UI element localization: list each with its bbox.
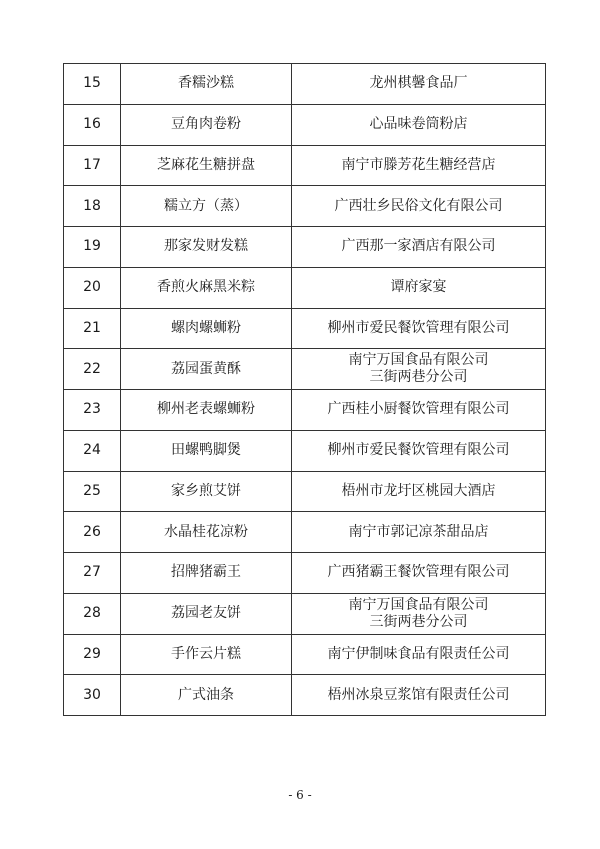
row-number-cell: 20 (64, 267, 121, 308)
product-name-cell: 招牌猪霸王 (121, 553, 292, 594)
organization-cell (292, 593, 546, 634)
organization-line: 谭府家宴 (390, 279, 447, 296)
organization-cell (292, 64, 546, 105)
table-row (64, 553, 546, 594)
organization-line: 广西猪霸王餐饮管理有限公司 (327, 564, 510, 581)
product-name-cell: 水晶桂花凉粉 (121, 512, 292, 553)
row-number-cell: 26 (64, 512, 121, 553)
organization-line: 广西那一家酒店有限公司 (341, 238, 496, 255)
table-row (64, 430, 546, 471)
product-name-cell: 芝麻花生糖拼盘 (121, 145, 292, 186)
table-row (64, 267, 546, 308)
organization-cell (292, 675, 546, 716)
organization-cell (292, 471, 546, 512)
product-name-cell: 香糯沙糕 (121, 64, 292, 105)
organization-cell (292, 390, 546, 431)
product-name-cell: 螺肉螺蛳粉 (121, 308, 292, 349)
row-number-cell: 19 (64, 227, 121, 268)
organization-cell (292, 634, 546, 675)
table-row (64, 675, 546, 716)
table-row (64, 593, 546, 634)
row-number-cell: 23 (64, 390, 121, 431)
row-number-cell: 22 (64, 349, 121, 390)
row-number-cell: 21 (64, 308, 121, 349)
organization-line: 广西桂小厨餐饮管理有限公司 (327, 401, 510, 418)
table-row (64, 512, 546, 553)
product-name-cell: 手作云片糕 (121, 634, 292, 675)
organization-line: 梧州市龙圩区桃园大酒店 (341, 482, 496, 499)
row-number-cell: 29 (64, 634, 121, 675)
organization-cell (292, 308, 546, 349)
product-name-cell: 柳州老表螺蛳粉 (121, 390, 292, 431)
row-number-cell: 24 (64, 430, 121, 471)
organization-cell (292, 145, 546, 186)
organization-line: 龙州棋馨食品厂 (369, 75, 468, 92)
organization-line: 广西壮乡民俗文化有限公司 (334, 197, 503, 214)
table-row (64, 64, 546, 105)
product-name-cell: 荔园蛋黄酥 (121, 349, 292, 390)
organization-cell (292, 553, 546, 594)
table-row (64, 104, 546, 145)
organization-line: 南宁市郭记凉茶甜品店 (348, 523, 489, 540)
product-name-cell: 糯立方（蒸） (121, 186, 292, 227)
table-row (64, 308, 546, 349)
table-row (64, 390, 546, 431)
table-row (64, 471, 546, 512)
table-row (64, 227, 546, 268)
product-name-cell: 那家发财发糕 (121, 227, 292, 268)
product-name-cell: 广式油条 (121, 675, 292, 716)
table-row (64, 145, 546, 186)
row-number-cell: 30 (64, 675, 121, 716)
table-row (64, 186, 546, 227)
organization-line: 南宁万国食品有限公司 (348, 352, 489, 369)
organization-line: 柳州市爱民餐饮管理有限公司 (327, 442, 510, 459)
row-number-cell: 17 (64, 145, 121, 186)
row-number-cell: 25 (64, 471, 121, 512)
product-name-cell: 豆角肉卷粉 (121, 104, 292, 145)
organization-cell (292, 227, 546, 268)
row-number-cell: 16 (64, 104, 121, 145)
product-name-cell: 荔园老友饼 (121, 593, 292, 634)
organization-line: 梧州冰泉豆浆馆有限责任公司 (327, 686, 510, 703)
table-row (64, 634, 546, 675)
organization-cell (292, 104, 546, 145)
product-table (63, 63, 546, 716)
organization-line: 三街两巷分公司 (369, 369, 468, 386)
row-number-cell: 18 (64, 186, 121, 227)
organization-line: 柳州市爱民餐饮管理有限公司 (327, 319, 510, 336)
product-name-cell: 香煎火麻黑米粽 (121, 267, 292, 308)
organization-line: 三街两巷分公司 (369, 613, 468, 630)
organization-line: 南宁万国食品有限公司 (348, 596, 489, 613)
organization-line: 南宁伊制味食品有限责任公司 (327, 645, 510, 662)
organization-cell (292, 186, 546, 227)
organization-line: 南宁市滕芳花生糖经营店 (341, 156, 496, 173)
organization-cell (292, 430, 546, 471)
organization-cell (292, 267, 546, 308)
organization-cell (292, 349, 546, 390)
product-name-cell: 田螺鸭脚煲 (121, 430, 292, 471)
product-name-cell: 家乡煎艾饼 (121, 471, 292, 512)
row-number-cell: 28 (64, 593, 121, 634)
organization-cell (292, 512, 546, 553)
table-body (64, 64, 546, 716)
row-number-cell: 15 (64, 64, 121, 105)
organization-line: 心品味卷筒粉店 (369, 116, 468, 133)
page-number: - 6 - (288, 788, 312, 802)
row-number-cell: 27 (64, 553, 121, 594)
table-row (64, 349, 546, 390)
